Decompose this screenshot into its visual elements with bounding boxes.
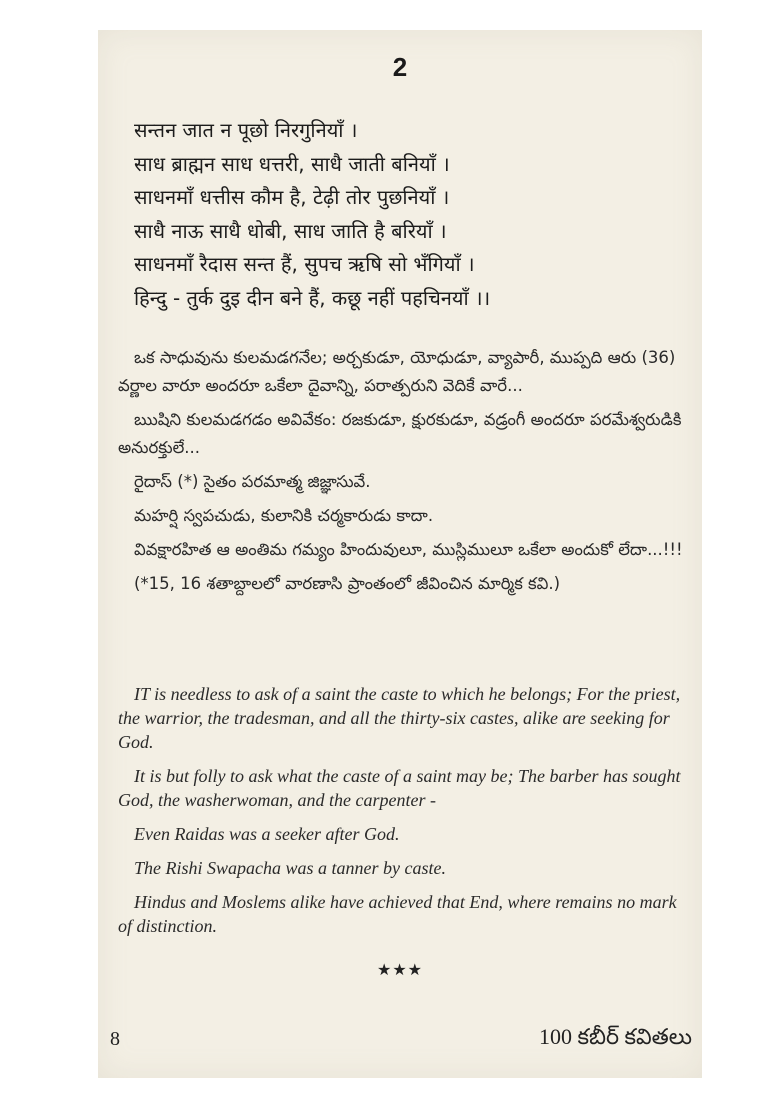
telugu-paragraph: ఒక సాధువును కులమడగనేల; అర్చకుడూ, యోధుడూ, వ్యాపారీ, ముప్పది ఆరు (36) వర్ణాల వారూ అందరూ ఒకేలా దైవాన్ని, పరాత్పరుని వెదికే వారే... bbox=[118, 348, 676, 395]
telugu-paragraph: వివక్షారహిత ఆ అంతిమ గమ్యం హిందువులూ, ముస్లిములూ ఒకేలా అందుకో లేదా...!!! bbox=[134, 540, 683, 559]
book-title: 100 కబీర్ కవితలు bbox=[539, 1024, 692, 1049]
telugu-paragraph: ఋషిని కులమడగడం అవివేకం: రజకుడూ, క్షురకుడూ, వడ్రంగీ అందరూ పరమేశ్వరుడికి అనురక్తులే... bbox=[118, 410, 682, 457]
verse-line: साध ब्राह्मन साध धत्तरी, साधै जाती बनियाँ । bbox=[134, 151, 450, 176]
telugu-paragraph: రైదాస్ (*) సైతం పరమాత్మ జిజ్ఞాసువే. bbox=[134, 472, 371, 491]
poem-number: 2 bbox=[392, 52, 408, 82]
english-paragraph: IT is needless to ask of a saint the caste to which he belongs; For the priest, the warrior, the tradesman, and all the thirty-six castes, alike are seeking for God. bbox=[118, 684, 681, 752]
english-paragraph: The Rishi Swapacha was a tanner by caste. bbox=[134, 858, 446, 878]
book-page bbox=[98, 30, 702, 1078]
english-paragraph: Even Raidas was a seeker after God. bbox=[134, 824, 400, 844]
page-number: 8 bbox=[110, 1028, 120, 1050]
verse-line: साधै नाऊ साधै धोबी, साध जाति है बरियाँ । bbox=[134, 218, 447, 243]
telugu-paragraph: మహర్షి స్వపచుడు, కులానికి చర్మకారుడు కాదా. bbox=[134, 506, 434, 525]
verse-line: हिन्दु - तुर्क दुइ दीन बने हैं, कछू नहीं पहचिनयाँ ।। bbox=[134, 285, 491, 310]
english-paragraph: It is but folly to ask what the caste of a saint may be; The barber has sought God, the washerwoman, and the carpenter - bbox=[118, 766, 681, 810]
english-paragraph: Hindus and Moslems alike have achieved that End, where remains no mark of distinction. bbox=[118, 892, 677, 936]
section-separator: ★★★ bbox=[376, 960, 424, 979]
hindi-verse bbox=[134, 114, 490, 315]
telugu-translation bbox=[118, 344, 698, 604]
verse-line: सन्तन जात न पूछो निरगुनियाँ । bbox=[134, 118, 358, 142]
telugu-footnote: (*15, 16 శతాబ్దాలలో వారణాసి ప్రాంతంలో జీవించిన మార్మిక కవి.) bbox=[134, 574, 561, 593]
verse-line: साधनमाँ रैदास सन्त हैं, सुपच ऋषि सो भँगियाँ । bbox=[134, 252, 475, 276]
verse-line: साधनमाँ धत्तीस कौम है, टेढ़ी तोर पुछनियाँ । bbox=[134, 185, 450, 209]
english-translation bbox=[118, 682, 693, 948]
